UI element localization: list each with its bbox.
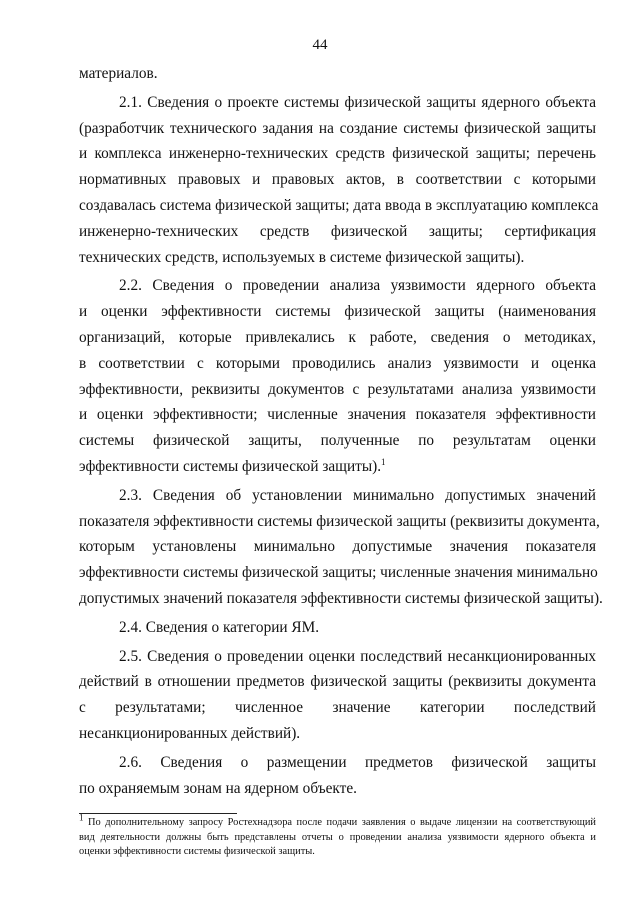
text-line: несанкционированных действий). <box>79 724 301 742</box>
text-line: с результатами; численное значение категории последствий <box>79 699 596 717</box>
footnote-text: По дополнительному запросу Ростехнадзора после подачи заявления о выдаче лицензии на соответствующий <box>88 817 596 828</box>
text-line: показателя эффективности системы физической защиты (реквизиты документа, <box>79 512 600 530</box>
text-line: и оценки эффективности системы физической защиты (наименования <box>79 303 596 321</box>
text-line: допустимых значений показателя эффективности системы физической защиты). <box>79 589 603 607</box>
text-line: и комплекса инженерно-технических средств физической защиты; перечень <box>79 145 596 163</box>
page-number: 44 <box>312 37 328 53</box>
text-line: материалов. <box>79 65 158 82</box>
text-line: эффективности системы физической защиты). <box>79 457 382 475</box>
footnote-marker: 1 <box>79 812 84 823</box>
text-line-with-footnote <box>79 454 596 480</box>
text-line: в соответствии с которыми проводились анализ уязвимости и оценка <box>79 354 596 372</box>
text-line: нормативных правовых и правовых актов, в соответствии с которыми <box>79 171 596 189</box>
text-line: организаций, которые привлекались к работе, сведения о методиках, <box>79 328 596 346</box>
document-body <box>79 61 603 801</box>
text-line: по охраняемым зонам на ядерном объекте. <box>79 779 357 797</box>
text-line: 2.5. Сведения о проведении оценки последствий несанкционированных <box>119 647 596 665</box>
text-line: действий в отношении предметов физической защиты (реквизиты документа <box>79 673 596 691</box>
text-line: создавалась система физической защиты; дата ввода в эксплуатацию комплекса <box>79 196 599 214</box>
footnote <box>79 812 596 860</box>
text-line: 2.2. Сведения о проведении анализа уязвимости ядерного объекта <box>119 277 596 295</box>
text-line: и оценки эффективности; численные значения показателя эффективности <box>79 406 596 424</box>
text-line: (разработчик технического задания на создание системы физической защиты <box>79 119 596 137</box>
footnote-line <box>79 812 596 831</box>
paragraph-2-2 <box>79 273 596 479</box>
text-line: 2.1. Сведения о проекте системы физической защиты ядерного объекта <box>119 93 596 111</box>
text-line: эффективности, реквизиты документов с результатами анализа уязвимости <box>79 380 596 398</box>
text-line: эффективности системы физической защиты; численные значения минимально <box>79 564 598 582</box>
paragraph-2-6 <box>79 750 596 802</box>
footnote-divider <box>79 813 237 814</box>
text-line: технических средств, используемых в системе физической защиты). <box>79 248 525 266</box>
footnote-line: вид деятельности должны быть представлены отчеты о проведении анализа уязвимости ядерного объекта и <box>79 831 596 843</box>
text-line: 2.3. Сведения об установлении минимально допустимых значений <box>119 486 596 504</box>
text-line: 2.6. Сведения о размещении предметов физической защиты <box>119 753 596 771</box>
text-line: системы физической защиты, полученные по результатам оценки <box>79 432 596 450</box>
paragraph-2-5 <box>79 644 596 747</box>
paragraph-2-4 <box>79 615 596 641</box>
text-line: инженерно-технических средств физической защиты; сертификация <box>79 222 596 240</box>
paragraph-2-1 <box>79 90 599 271</box>
text-line: 2.4. Сведения о категории ЯМ. <box>119 618 320 636</box>
footnote-reference[interactable]: 1 <box>381 456 386 467</box>
paragraph-2-3 <box>79 483 603 612</box>
footnote-line: оценки эффективности системы физической защиты. <box>79 846 315 857</box>
text-line: которым установлены минимально допустимые значения показателя <box>79 538 596 556</box>
